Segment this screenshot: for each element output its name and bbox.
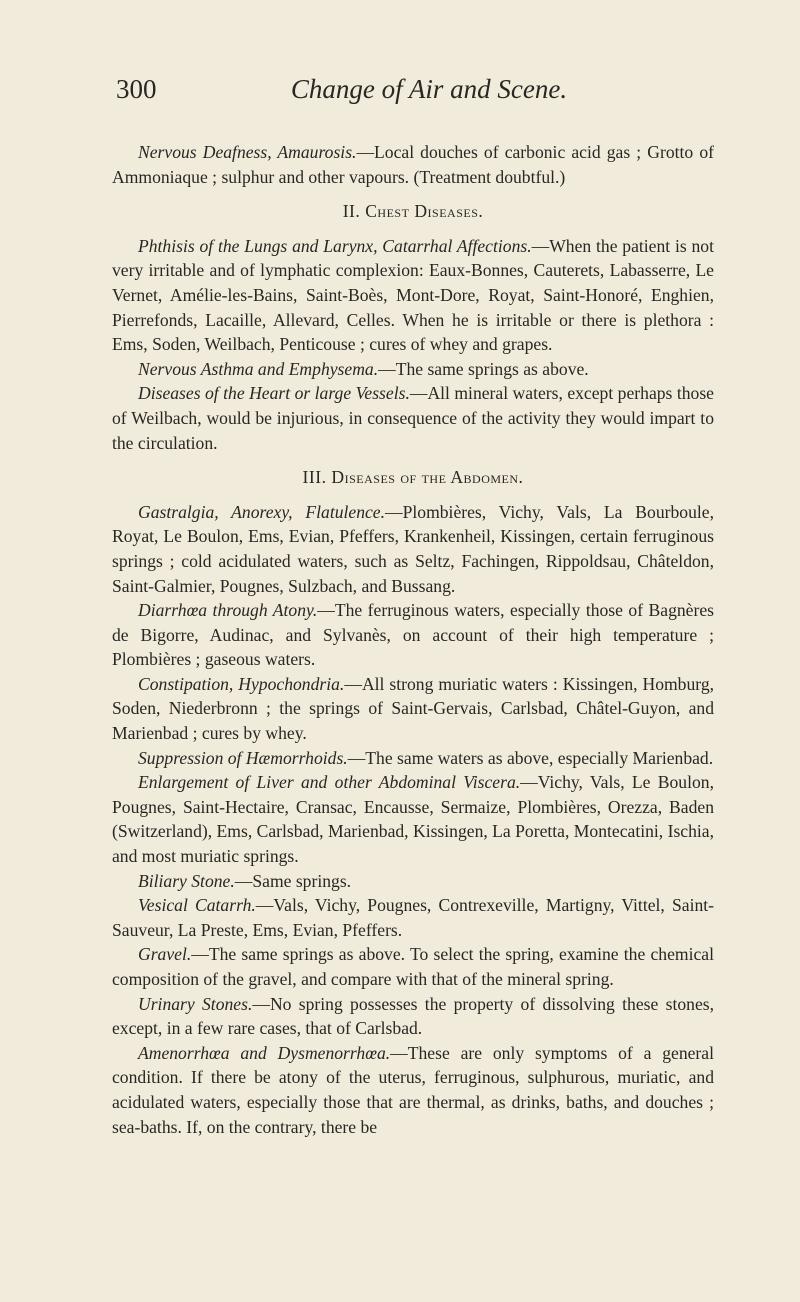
paragraph-text: —The ferruginous waters, especially those of Bagnères de Bigorre, Audinac, and Sylvanès, on account of their high temperature ; Plombières ; gaseous waters.	[112, 600, 715, 670]
section-heading: II. Chest Diseases.	[342, 201, 484, 222]
paragraph-text: —Vals, Vichy, Pougnes, Contrexeville, Martigny, Vittel, Saint-Sauveur, La Preste, Ems, Evian, Pfeffers.	[112, 895, 714, 940]
paragraph	[112, 1041, 714, 1139]
paragraph-term: Vesical Catarrh.	[138, 895, 256, 916]
paragraph	[112, 992, 714, 1041]
paragraph-term: Constipation, Hypochondria.	[138, 673, 345, 694]
paragraph	[112, 500, 714, 598]
paragraph	[112, 234, 714, 357]
paragraph-text: —The same waters as above, especially Marienbad.	[347, 747, 714, 768]
paragraph-text: —All strong muriatic waters : Kissingen, Homburg, Soden, Niederbronn ; the springs of Saint-Gervais, Carlsbad, Châtel-Guyon, and Marienbad ; cures by whey.	[112, 673, 715, 744]
paragraph	[112, 140, 714, 189]
paragraph-text: —Local douches of carbonic acid gas ; Grotto of Ammoniaque ; sulphur and other vapours. (Treatment doubtful.)	[112, 142, 714, 187]
paragraph-text: —Vichy, Vals, Le Boulon, Pougnes, Saint-Hectaire, Cransac, Encausse, Sermaize, Plombières, Orezza, Baden (Switzerland), Ems, Carlsbad, Marienbad, Kissingen, La Poretta, Montecatini, Ischia, and most muriatic springs.	[112, 772, 714, 867]
paragraph-text: —All mineral waters, except perhaps those of Weilbach, would be injurious, in consequence of the activity they would impart to the circulation.	[112, 383, 714, 453]
paragraph-term: Gravel.	[138, 944, 192, 965]
paragraph-term: Biliary Stone.	[138, 870, 235, 891]
paragraph-text: —Same springs.	[234, 870, 352, 891]
paragraph	[112, 598, 714, 672]
paragraph-term: Diarrhœa through Atony.	[138, 600, 318, 621]
paragraph	[112, 942, 714, 991]
paragraph-text: —The same springs as above. To select the spring, examine the chemical composition of the gravel, and compare with that of the mineral spring.	[112, 944, 714, 989]
paragraph	[112, 770, 714, 868]
paragraph	[112, 381, 714, 455]
paragraph-term: Amenorrhœa and Dysmenorrhœa.	[138, 1042, 391, 1063]
page-header	[116, 74, 716, 114]
paragraph-text: —No spring possesses the property of dissolving these stones, except, in a few rare cases, that of Carlsbad.	[112, 993, 715, 1039]
paragraph-term: Urinary Stones.	[138, 993, 253, 1014]
page-number: 300	[116, 74, 157, 104]
paragraph	[112, 357, 714, 382]
paragraph-term: Nervous Asthma and Emphysema.	[138, 358, 379, 379]
paragraph-text: —Plombières, Vichy, Vals, La Bourboule, Royat, Le Boulon, Ems, Evian, Pfeffers, Krankenheil, Kissingen, certain ferruginous springs ; cold acidulated waters, such as Seltz, Fachingen, Rippoldsau, Châteldon, Saint-Galmier, Pougnes, Sulzbach, and Bussang.	[112, 501, 714, 596]
paragraph-term: Enlargement of Liver and other Abdominal Viscera.	[138, 772, 521, 793]
paragraph	[112, 746, 714, 771]
paragraph	[112, 893, 714, 942]
paragraph-text: —The same springs as above.	[378, 358, 589, 379]
paragraph-term: Nervous Deafness, Amaurosis.	[138, 142, 357, 162]
paragraph-text: —When the patient is not very irritable and of lymphatic complexion: Eaux-Bonnes, Cauterets, Labasserre, Le Vernet, Amélie-les-Bains, Saint-Boès, Mont-Dore, Royat, Saint-Honoré, Enghien, Pierrefonds, Lacaille, Allevard, Celles. When he is irritable or there is plethora : Ems, Soden, Weilbach, Penticouse ; cures of whey and grapes.	[112, 235, 714, 355]
paragraph	[112, 869, 714, 894]
running-title: Change of Air and Scene.	[290, 74, 568, 104]
paragraph-term: Phthisis of the Lungs and Larynx, Catarrhal Affections.	[138, 235, 532, 256]
paragraph-text: —These are only symptoms of a general condition. If there be atony of the uterus, ferruginous, sulphurous, muriatic, and acidulated waters, especially those that are thermal, as drinks, baths, and douches ; sea-baths. If, on the contrary, there be	[112, 1042, 714, 1137]
section-heading: III. Diseases of the Abdomen.	[302, 467, 524, 488]
paragraph	[112, 672, 714, 746]
paragraph-term: Gastralgia, Anorexy, Flatulence.	[138, 501, 386, 522]
page-body	[112, 140, 714, 1139]
paragraph-term: Diseases of the Heart or large Vessels.	[138, 383, 410, 404]
paragraph-term: Suppression of Hæmorrhoids.	[138, 747, 348, 768]
